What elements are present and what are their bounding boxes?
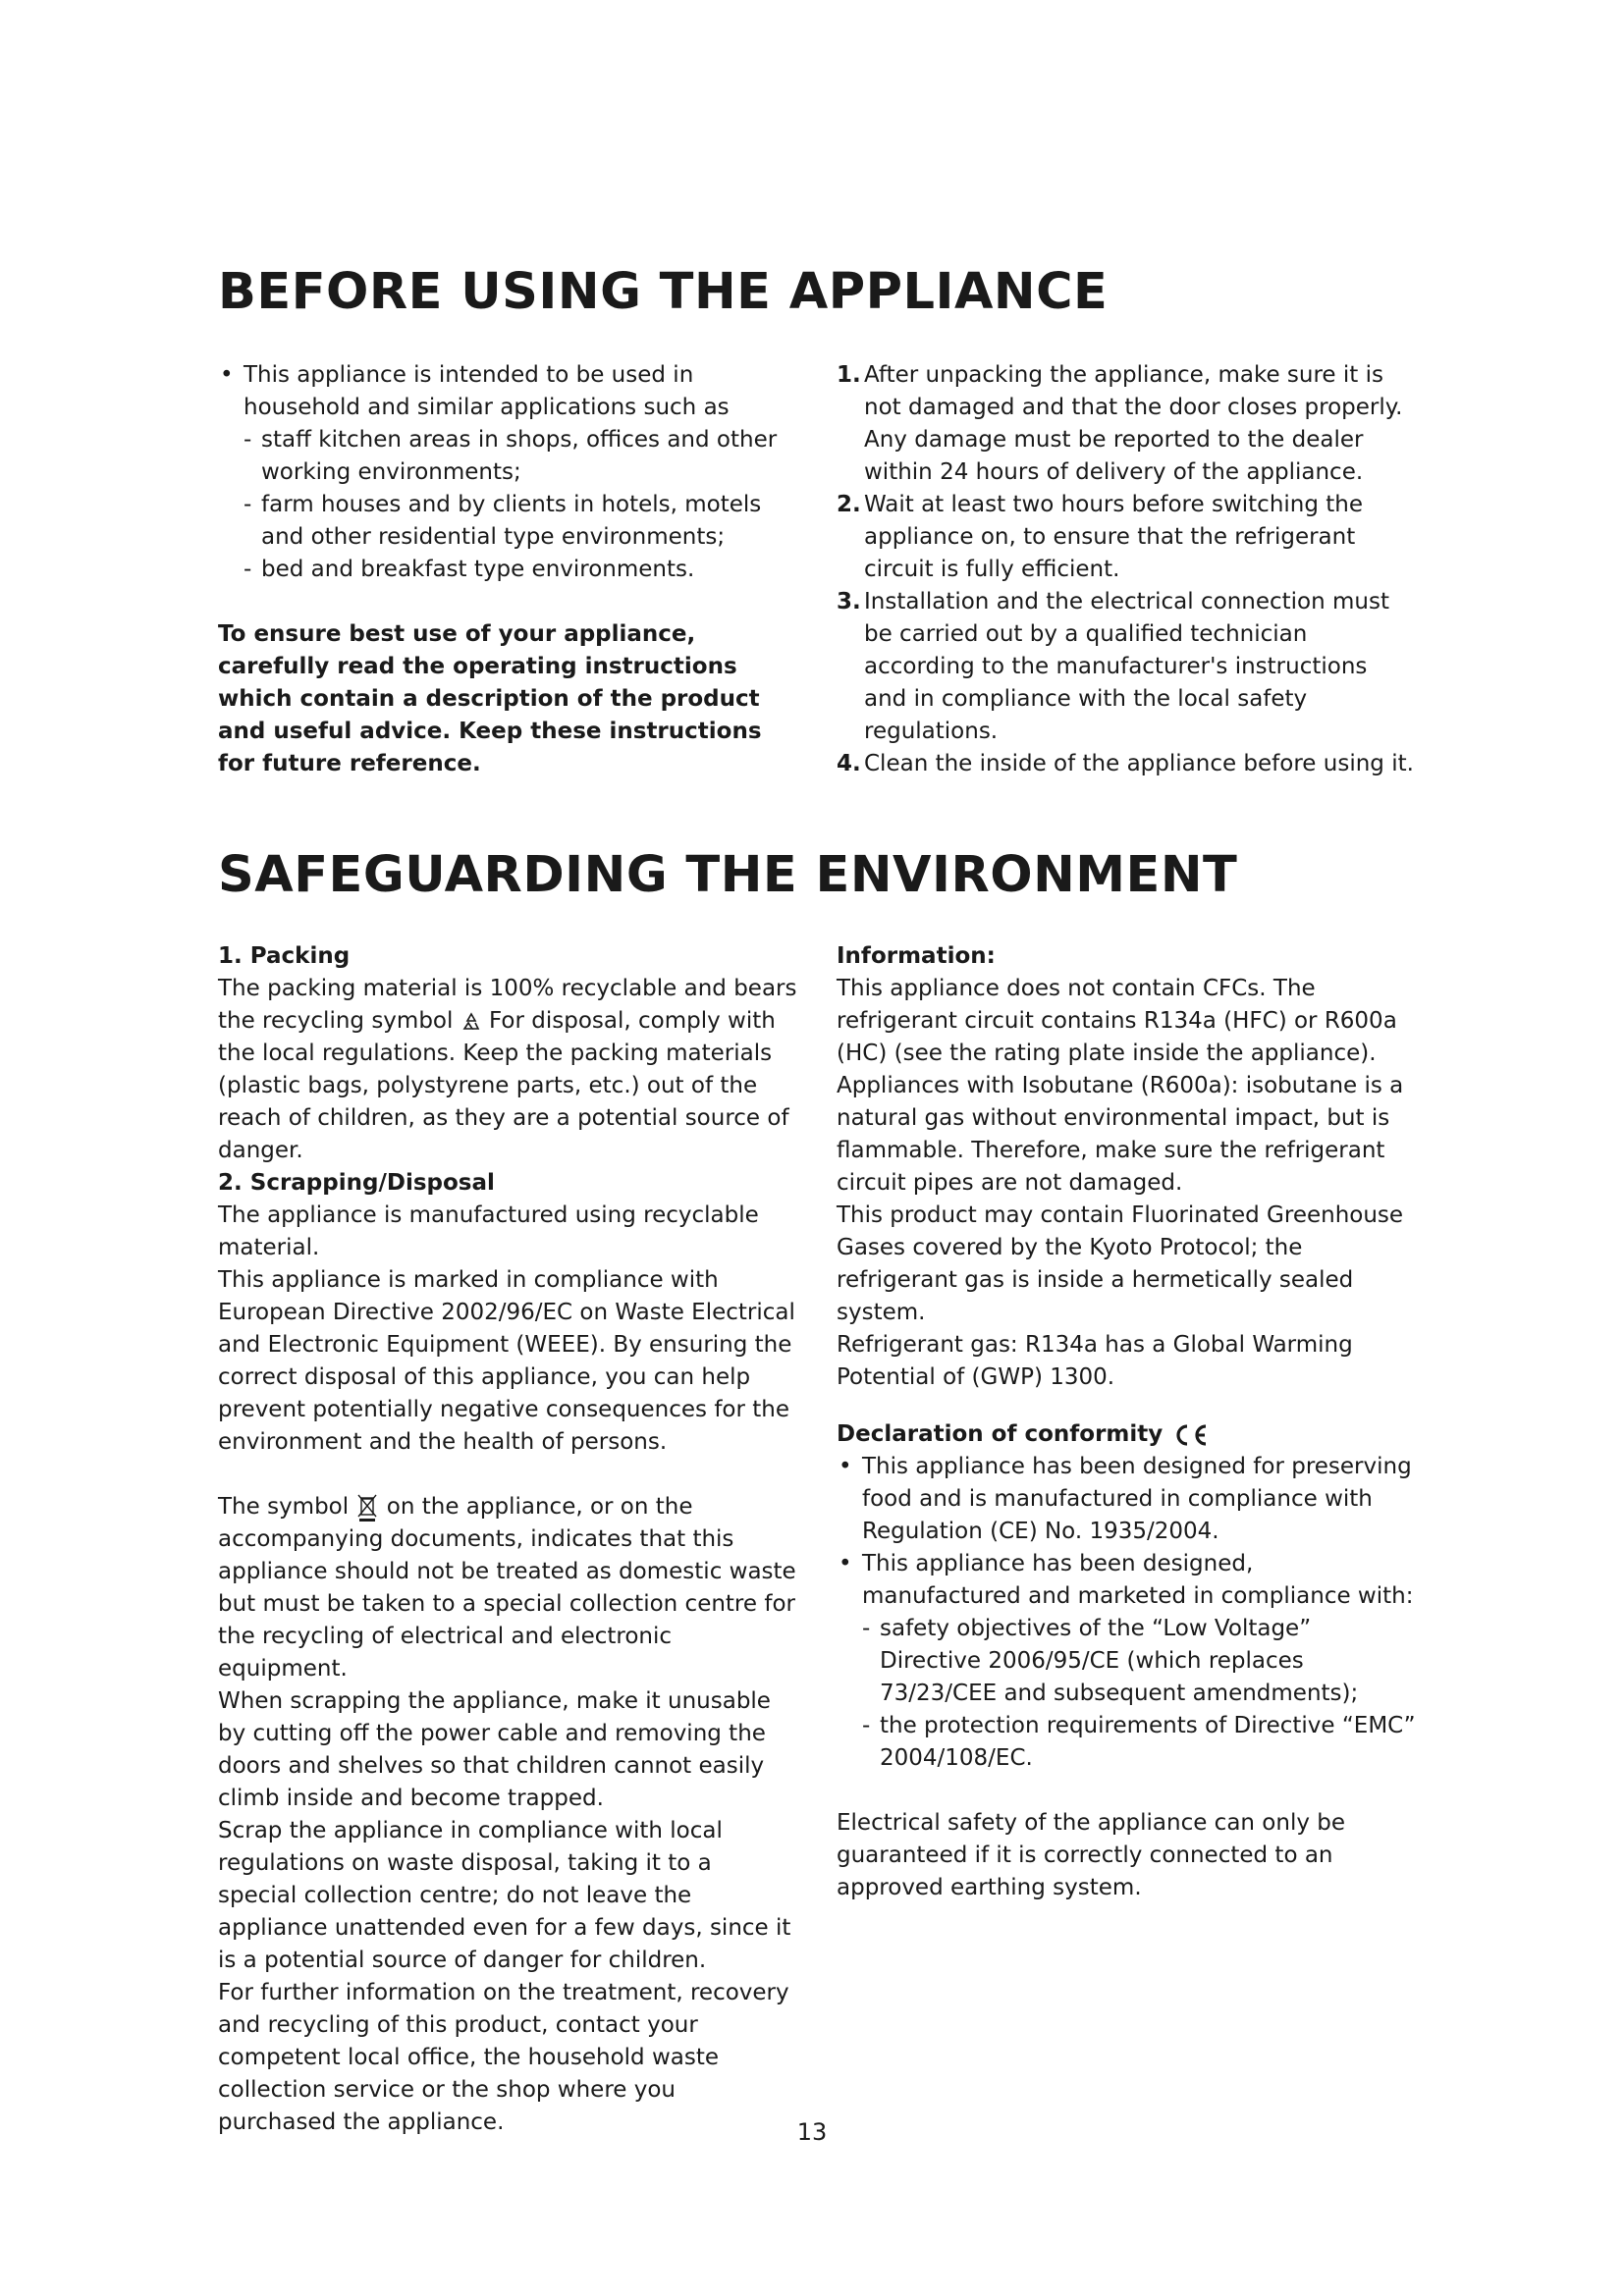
scrapping-paragraph: The appliance is manufactured using recyclable material. <box>218 1202 759 1260</box>
declaration-subitem: - safety objectives of the “Low Voltage” Directive 2006/95/CE (which replaces 73/23/CEE and subsequent amendments); <box>862 1616 1359 1706</box>
read-instructions-note: To ensure best use of your appliance, carefully read the operating instructions which contain a description of the product and useful advice. Keep these instructions for future reference. <box>218 621 762 776</box>
packing-title: 1. Packing <box>218 943 351 969</box>
usage-bullet: • This appliance is intended to be used in household and similar applications such as <box>220 362 730 420</box>
information-paragraph: Appliances with Isobutane (R600a): isobutane is a natural gas without environmental impact, but is flammable. Therefore, make sure the refrigerant circuit pipes are not damaged. <box>837 1073 1404 1196</box>
step-item: 2. Wait at least two hours before switching the appliance on, to ensure that the refrigerant circuit is fully efficient. <box>837 492 1364 582</box>
scrapping-paragraph: When scrapping the appliance, make it unusable by cutting off the power cable and removing the doors and shelves so that children cannot easily climb inside and become trapped. <box>218 1688 771 1811</box>
weee-symbol-paragraph: The symbol on the appliance, or on the accompanying documents, indicates that this appliance should not be treated as domestic waste but must be taken to a special collection centre for the recycling of electrical and electronic equipment. <box>218 1494 796 1682</box>
step-item: 3. Installation and the electrical connection must be carried out by a qualified technician according to the manufacturer's instructions and in compliance with the local safety regulations. <box>837 589 1389 744</box>
step-item: 4. Clean the inside of the appliance before using it. <box>837 751 1414 776</box>
scrapping-title: 2. Scrapping/Disposal <box>218 1170 495 1196</box>
declaration-bullet: • This appliance has been designed, manufactured and marketed in compliance with: <box>839 1551 1414 1609</box>
usage-subitem: - bed and breakfast type environments. <box>244 557 695 582</box>
scrapping-paragraph: Scrap the appliance in compliance with local regulations on waste disposal, taking it to a special collection centre; do not leave the appliance unattended even for a few days, since it is a potential source of danger for children. <box>218 1818 791 1973</box>
before-using-right-column <box>837 359 1416 780</box>
declaration-title: Declaration of conformity <box>837 1418 1416 1451</box>
environment-right-column <box>837 940 1416 1904</box>
crossed-bin-icon <box>355 1493 379 1522</box>
page-number: 13 <box>796 2118 828 2146</box>
scrapping-paragraph: For further information on the treatment, recovery and recycling of this product, contact your competent local office, the household waste collection service or the shop where you purchased the appliance. <box>218 1980 789 2135</box>
usage-subitem: - staff kitchen areas in shops, offices and other working environments; <box>244 427 778 485</box>
step-item: 1. After unpacking the appliance, make sure it is not damaged and that the door closes properly. Any damage must be reported to the dealer within 24 hours of delivery of the appliance. <box>837 362 1403 485</box>
ce-mark-icon <box>1170 1422 1210 1448</box>
information-paragraph: This product may contain Fluorinated Greenhouse Gases covered by the Kyoto Protocol; the refrigerant gas is inside a hermetically sealed system. <box>837 1202 1404 1325</box>
declaration-bullet: • This appliance has been designed for preserving food and is manufactured in compliance with Regulation (CE) No. 1935/2004. <box>839 1454 1412 1544</box>
before-using-left-column <box>218 359 797 780</box>
section-title-before-using: BEFORE USING THE APPLIANCE <box>218 263 1109 321</box>
environment-left-column <box>218 940 797 2139</box>
section-title-environment: SAFEGUARDING THE ENVIRONMENT <box>218 846 1238 904</box>
information-title: Information: <box>837 943 996 969</box>
electrical-safety-paragraph: Electrical safety of the appliance can only be guaranteed if it is correctly connected to an approved earthing system. <box>837 1810 1346 1900</box>
usage-subitem: - farm houses and by clients in hotels, motels and other residential type environments; <box>244 492 762 550</box>
information-paragraph: This appliance does not contain CFCs. The refrigerant circuit contains R134a (HFC) or R600a (HC) (see the rating plate inside the appliance). <box>837 976 1397 1066</box>
packing-text: The packing material is 100% recyclable and bears the recycling symbol For disposal, comply with the local regulations. Keep the packing materials (plastic bags, polystyrene parts, etc.) out of the reach of children, as they are a potential source of danger. <box>218 976 797 1163</box>
scrapping-paragraph: This appliance is marked in compliance with European Directive 2002/96/EC on Waste Electrical and Electronic Equipment (WEEE). By ensuring the correct disposal of this appliance, you can help prevent potentially negative consequences for the environment and the health of persons. <box>218 1267 795 1455</box>
information-paragraph: Refrigerant gas: R134a has a Global Warming Potential of (GWP) 1300. <box>837 1332 1353 1390</box>
recycle-icon <box>460 1011 482 1033</box>
declaration-subitem: - the protection requirements of Directive “EMC” 2004/108/EC. <box>862 1713 1416 1771</box>
